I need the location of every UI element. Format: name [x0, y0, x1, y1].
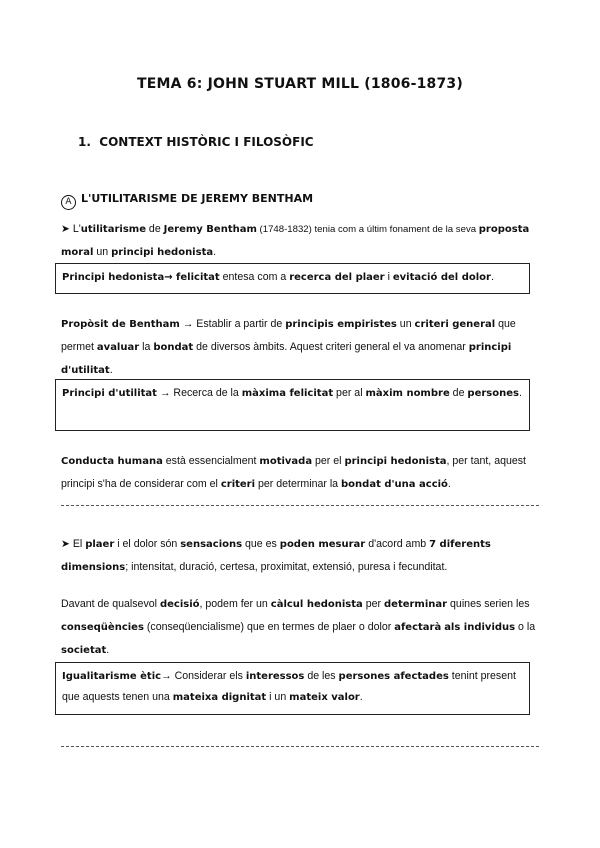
- paragraph-utilitarianism: ➤ L'utilitarisme de Jeremy Bentham (1748-1832) tenia com a últim fonament de la seva proposta moral un principi hedonista.: [61, 223, 530, 258]
- subsection-label: L'UTILITARISME DE JEREMY BENTHAM: [81, 192, 314, 205]
- definition-box-hedonism: Principi hedonista→ felicitat entesa com a recerca del plaer i evitació del dolor.: [55, 263, 530, 294]
- arrow-bullet-icon: ➤: [61, 223, 70, 235]
- paragraph-bentham-purpose: Propòsit de Bentham → Establir a partir de principis empiristes un criteri general que permet avaluar la bondat de diversos àmbits. Aquest criteri general el va anomenar principi d'utilitat.: [61, 318, 516, 376]
- definition-box-utility: Principi d'utilitat → Recerca de la màxima felicitat per al màxim nombre de persones.: [55, 379, 530, 431]
- paragraph-pleasure-dimensions: ➤ El plaer i el dolor són sensacions que es poden mesurar d'acord amb 7 diferents dimensions; intensitat, duració, certesa, proximitat, extensió, puresa i fecunditat.: [61, 538, 491, 573]
- dashed-separator: [61, 505, 539, 506]
- subsection-heading: [61, 192, 313, 210]
- paragraph-hedonic-calculus: Davant de qualsevol decisió, podem fer un càlcul hedonista per determinar quines serien les conseqüències (conseqüencialisme) que en termes de plaer o dolor afectarà als individus o la societat.: [61, 598, 536, 656]
- section-label: CONTEXT HISTÒRIC I FILOSÒFIC: [99, 135, 314, 149]
- arrow-bullet-icon: ➤: [61, 538, 70, 550]
- section-heading: [78, 135, 314, 149]
- page-title: TEMA 6: JOHN STUART MILL (1806-1873): [137, 76, 463, 92]
- circled-a-marker: A: [61, 195, 76, 210]
- section-number: 1.: [78, 135, 91, 149]
- paragraph-human-conduct: Conducta humana està essencialment motivada per el principi hedonista, per tant, aquest principi s'ha de considerar com el criteri per determinar la bondat d'una acció.: [61, 455, 527, 490]
- dashed-separator: [61, 746, 539, 747]
- definition-box-ethical-egalitarianism: Igualitarisme ètic→ Considerar els interessos de les persones afectades tenint present que aquests tenen una mateixa dignitat i un mateix valor.: [55, 662, 530, 715]
